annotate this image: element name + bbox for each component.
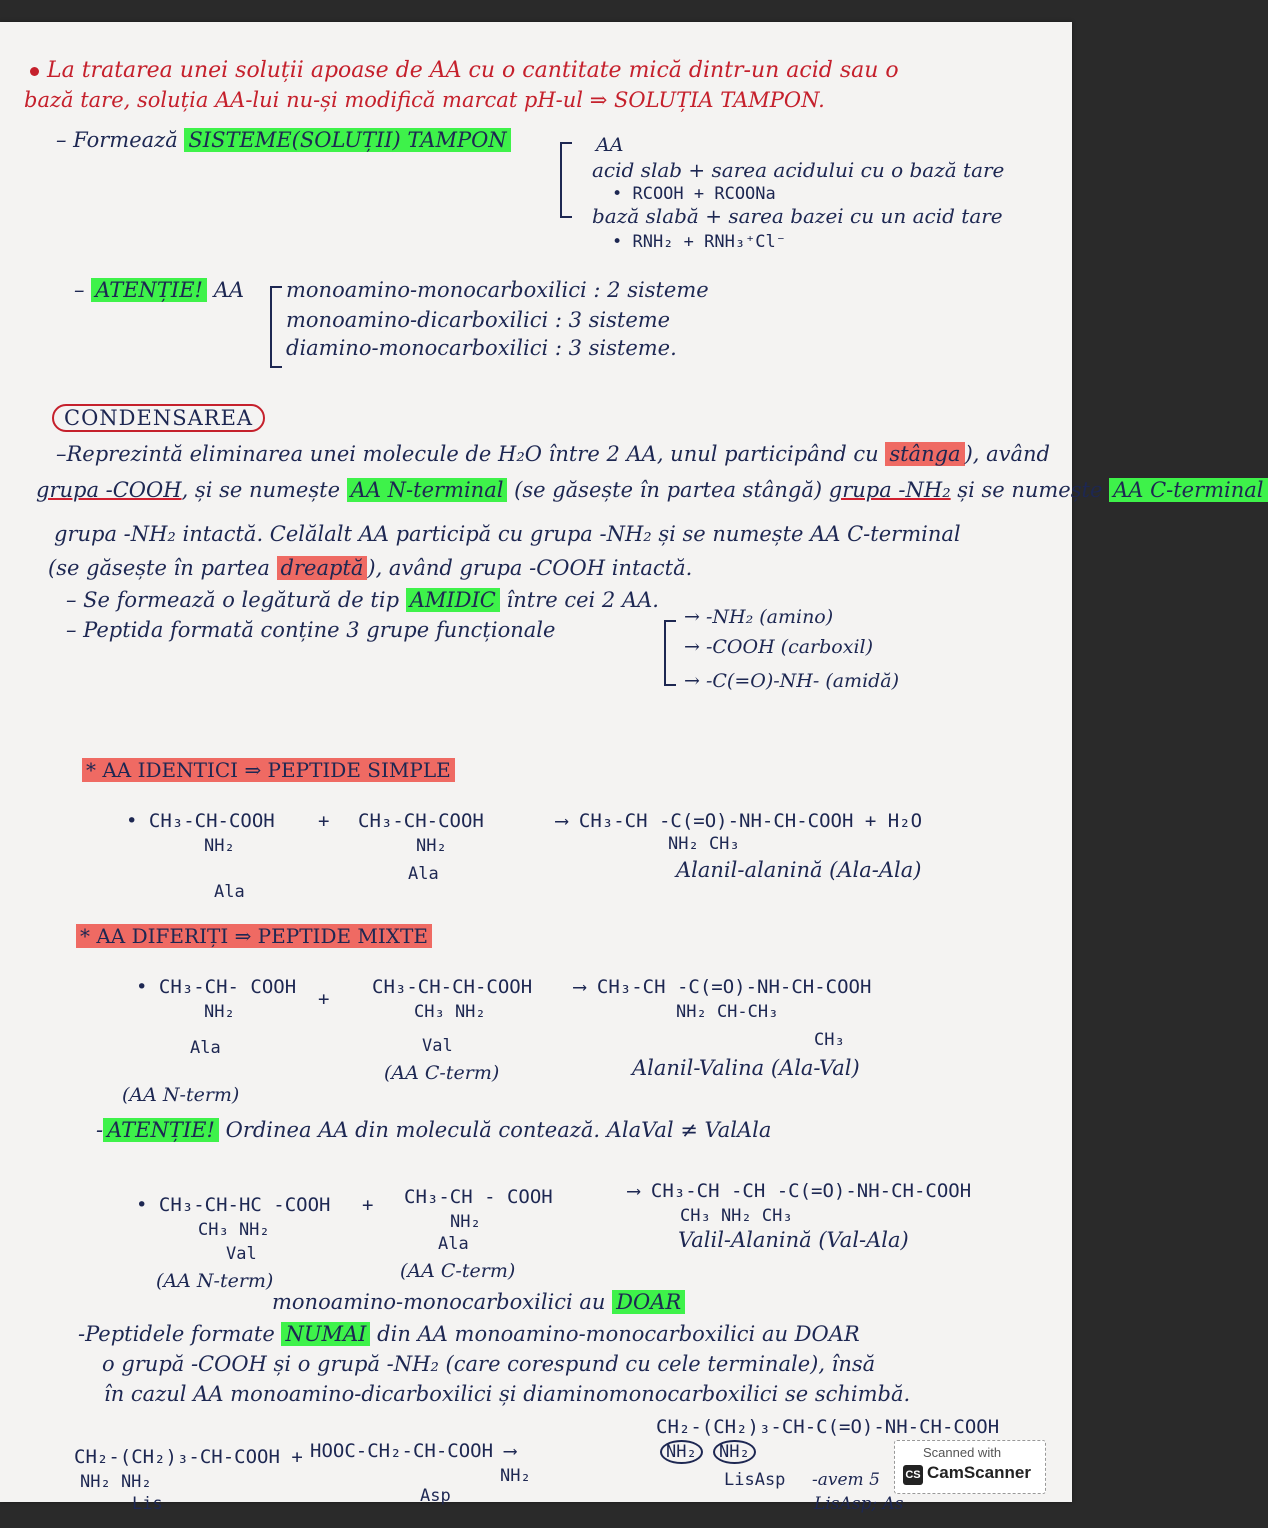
different-product: ⟶ CH₃-CH -C(=O)-NH-CH-COOH <box>574 976 872 998</box>
buffer-brace <box>560 142 572 218</box>
order-r1-sub: CH₃ NH₂ <box>198 1220 270 1240</box>
order-reactant-2: CH₃-CH - COOH <box>404 1186 553 1208</box>
different-reactant-2: CH₃-CH-CH-COOH <box>372 976 533 998</box>
attention-item-1: monoamino-monocarboxilici : 2 sisteme <box>286 278 709 302</box>
different-r2-name: Val <box>422 1036 453 1056</box>
buffer-acid-formula: • RCOOH + RCOONa <box>612 184 776 204</box>
bullet-icon <box>30 67 39 76</box>
identical-product: ⟶ CH₃-CH -C(=O)-NH-CH-COOH + H₂O <box>556 810 923 832</box>
buffer-heading: – Formează SISTEME(SOLUȚII) TAMPON <box>56 128 511 152</box>
buffer-aa: AA <box>596 134 624 156</box>
intro-line-2: bază tare, soluția AA-lui nu-și modifică marcat pH-ul ⇒ SOLUȚIA TAMPON. <box>24 88 825 112</box>
lisasp-product-name: LisAsp <box>724 1470 786 1490</box>
different-r2-role: (AA C-term) <box>384 1062 500 1084</box>
identical-r2-name: Ala <box>408 864 439 884</box>
plus-sign-3: + <box>362 1194 374 1216</box>
group-amide: → -C(=O)-NH- (amidă) <box>684 670 900 692</box>
different-reactant-1: • CH₃-CH- COOH <box>136 976 297 998</box>
peptides-line-3: în cazul AA monoamino-dicarboxilici și diaminomonocarboxilici se schimbă. <box>104 1382 911 1406</box>
condensare-line-6: – Peptida formată conține 3 grupe funcționale <box>66 618 556 642</box>
buffer-base: bază slabă + sarea bazei cu un acid tare <box>592 204 1003 228</box>
lisasp-note-1: -avem 5 <box>812 1470 880 1490</box>
identical-product-name: Alanil-alanină (Ala-Ala) <box>676 858 922 882</box>
identical-r1-name: Ala <box>214 882 245 902</box>
asp-name: Asp <box>420 1486 451 1506</box>
buffer-acid: acid slab + sarea acidului cu o bază tare <box>592 158 1005 182</box>
condensare-line-5: – Se formează o legătură de tip AMIDIC între cei 2 AA. <box>66 588 659 612</box>
identical-reactant-1: • CH₃-CH-COOH <box>126 810 275 832</box>
order-product-sub: CH₃ NH₂ CH₃ <box>680 1206 793 1226</box>
order-r2-role: (AA C-term) <box>400 1260 516 1282</box>
order-r2-nh2: NH₂ <box>450 1212 481 1232</box>
identical-r2-nh2: NH₂ <box>416 836 447 856</box>
identical-heading: * AA IDENTICI ⇒ PEPTIDE SIMPLE <box>82 758 455 782</box>
lis-sub: NH₂ NH₂ <box>80 1472 152 1492</box>
group-carboxyl: → -COOH (carboxil) <box>684 636 874 658</box>
buffer-base-formula: • RNH₂ + RNH₃⁺Cl⁻ <box>612 232 786 252</box>
different-heading: * AA DIFERIȚI ⇒ PEPTIDE MIXTE <box>76 924 432 948</box>
attention-item-2: monoamino-dicarboxilici : 3 sisteme <box>286 308 671 332</box>
different-r2-sub: CH₃ NH₂ <box>414 1002 486 1022</box>
lis-reactant: CH₂-(CH₂)₃-CH-COOH + <box>74 1446 303 1468</box>
groups-brace <box>664 620 676 686</box>
camscanner-watermark: Scanned with CS CamScanner <box>894 1440 1046 1494</box>
different-r1-name: Ala <box>190 1038 221 1058</box>
different-product-sub-2: CH₃ <box>814 1030 845 1050</box>
condensare-line-1: –Reprezintă eliminarea unei molecule de H₂O între 2 AA, unul participând cu stânga ), având <box>56 442 1050 466</box>
lisasp-note-2: LisAsp; As <box>814 1494 904 1514</box>
asp-sub: NH₂ <box>500 1466 531 1486</box>
camscanner-logo-icon: CS <box>903 1465 923 1485</box>
attention-brace <box>270 286 282 368</box>
condensare-line-4: (se găsește în partea dreaptă ), având grupa -COOH intactă. <box>48 556 693 580</box>
asp-reactant: HOOC-CH₂-CH-COOH ⟶ <box>310 1440 516 1462</box>
order-r2-name: Ala <box>438 1234 469 1254</box>
different-product-name: Alanil-Valina (Ala-Val) <box>632 1056 860 1080</box>
order-reactant-1: • CH₃-CH-HC -COOH <box>136 1194 331 1216</box>
order-r1-role: (AA N-term) <box>156 1270 274 1292</box>
identical-reactant-2: CH₃-CH-COOH <box>358 810 484 832</box>
group-amino: → -NH₂ (amino) <box>684 606 834 628</box>
intro-line-1: La tratarea unei soluții apoase de AA cu o cantitate mică dintr-un acid sau o <box>30 58 899 83</box>
scanned-page <box>0 22 1264 1514</box>
different-r1-nh2: NH₂ <box>204 1002 235 1022</box>
attention-aa-label: – ATENȚIE! AA <box>74 278 245 302</box>
section-title-condensarea: CONDENSAREA <box>52 406 265 430</box>
peptides-line-0: monoamino-monocarboxilici au DOAR <box>272 1290 685 1314</box>
plus-sign: + <box>318 810 330 832</box>
different-product-sub: NH₂ CH-CH₃ <box>676 1002 779 1022</box>
order-product-name: Valil-Alanină (Val-Ala) <box>678 1228 909 1252</box>
peptides-line-2: o grupă -COOH și o grupă -NH₂ (care corespund cu cele terminale), însă <box>102 1352 876 1376</box>
lisasp-product: CH₂-(CH₂)₃-CH-C(=O)-NH-CH-COOH <box>656 1416 1000 1438</box>
attention-item-3: diamino-monocarboxilici : 3 sisteme. <box>286 336 677 360</box>
plus-sign-2: + <box>318 988 330 1010</box>
order-note: - ATENȚIE! Ordinea AA din moleculă contează. AlaVal ≠ ValAla <box>96 1118 772 1142</box>
order-r1-name: Val <box>226 1244 257 1264</box>
identical-product-sub: NH₂ CH₃ <box>668 834 740 854</box>
order-product: ⟶ CH₃-CH -CH -C(=O)-NH-CH-COOH <box>628 1180 972 1202</box>
lis-name: Lis <box>132 1494 163 1514</box>
lisasp-product-sub: NH₂ NH₂ <box>660 1442 756 1462</box>
identical-r1-nh2: NH₂ <box>204 836 235 856</box>
different-r1-role: (AA N-term) <box>122 1084 240 1106</box>
peptides-line-1: -Peptidele formate NUMAI din AA monoamino-monocarboxilici au DOAR <box>78 1322 860 1346</box>
condensare-line-3: grupa -NH₂ intactă. Celălalt AA participă cu grupa -NH₂ și se numește AA C-terminal <box>54 522 961 546</box>
condensare-line-2: grupa -COOH, și se numește AA N-terminal (se găsește în partea stângă) grupa -NH₂ și se numește AA C-terminal <box>36 478 1268 502</box>
